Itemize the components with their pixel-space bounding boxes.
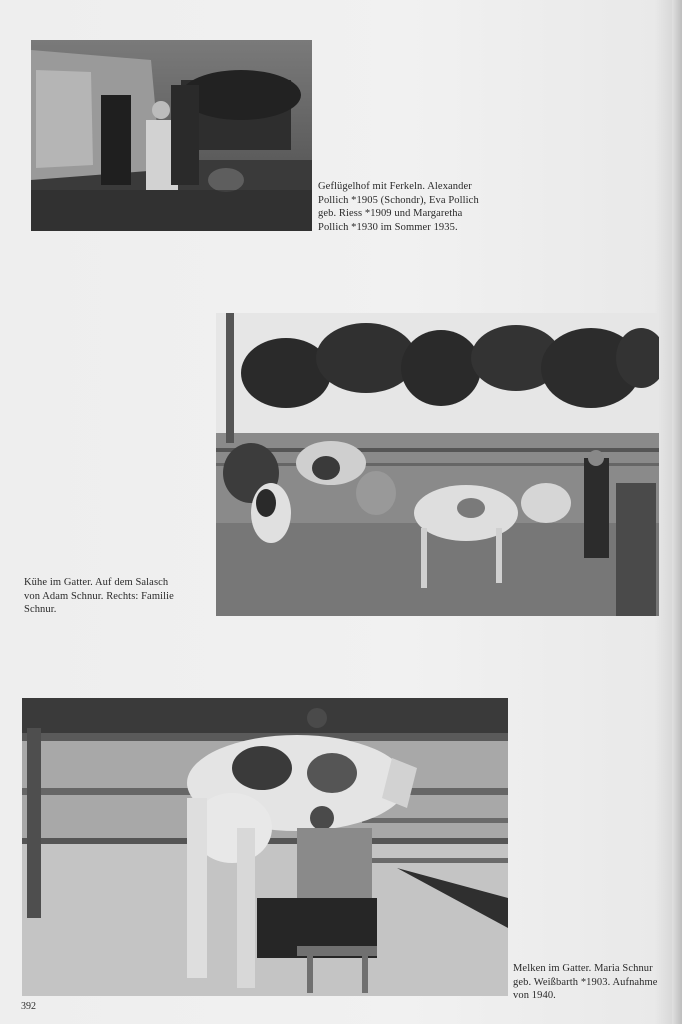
photo-cows-in-pen bbox=[216, 313, 659, 616]
caption-cows-in-pen: Kühe im Gatter. Auf dem Salasch von Adam Schnur. Rechts: Familie Schnur. bbox=[24, 577, 174, 615]
photo-poultry-yard bbox=[31, 40, 312, 231]
poultry-yard-image bbox=[31, 40, 312, 231]
photo-milking bbox=[22, 698, 508, 996]
milking-image bbox=[22, 698, 508, 996]
caption-poultry-yard: Geflügelhof mit Ferkeln. Alexander Pollich *1905 (Schondr), Eva Pollich geb. Riess *1909 und Margaretha Pollich *1930 im Sommer 1935. bbox=[318, 181, 479, 233]
caption-milking: Melken im Gatter. Maria Schnur geb. Weißbarth *1903. Aufnahme von 1940. bbox=[513, 963, 658, 1001]
book-spine-shadow bbox=[672, 0, 682, 1024]
page-number: 392 bbox=[21, 1001, 36, 1012]
cows-image bbox=[216, 313, 659, 616]
